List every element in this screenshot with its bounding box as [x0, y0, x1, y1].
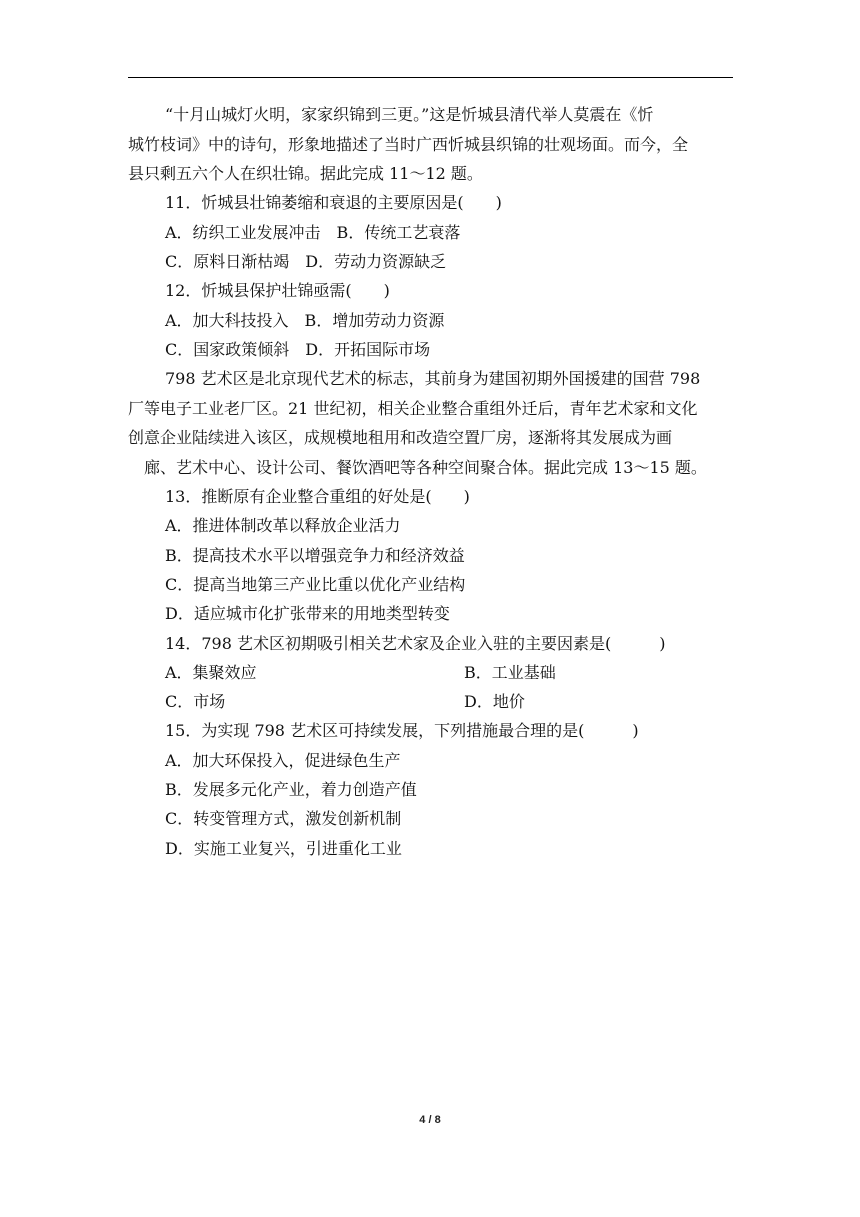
question-14-option-a: A．集聚效应 — [165, 663, 257, 682]
question-15-stem: 15．为实现 798 艺术区可持续发展，下列措施最合理的是( ) — [165, 721, 639, 740]
question-11-options-row-1: A．纺织工业发展冲击 B．传统工艺衰落 — [165, 223, 461, 242]
question-13-stem: 13．推断原有企业整合重组的好处是( ) — [165, 487, 470, 506]
question-12-stem: 12．忻城县保护壮锦亟需( ) — [165, 281, 390, 300]
question-13-option-b: B．提高技术水平以增强竞争力和经济效益 — [165, 546, 465, 565]
question-13-option-d: D．适应城市化扩张带来的用地类型转变 — [165, 604, 450, 623]
question-15-option-d: D．实施工业复兴，引进重化工业 — [165, 839, 402, 858]
passage-1-line-2: 城竹枝词》中的诗句，形象地描述了当时广西忻城县织锦的壮观场面。而今，全 — [128, 135, 689, 154]
passage-2-line-2: 厂等电子工业老厂区。21 世纪初，相关企业整合重组外迁后，青年艺术家和文化 — [128, 399, 698, 418]
passage-2-line-3: 创意企业陆续进入该区，成规模地租用和改造空置厂房，逐渐将其发展成为画 — [128, 428, 673, 447]
question-15-option-c: C．转变管理方式，激发创新机制 — [165, 809, 402, 828]
question-15-option-a: A．加大环保投入，促进绿色生产 — [165, 751, 401, 770]
passage-2-line-4: 廊、艺术中心、设计公司、餐饮酒吧等各种空间聚合体。据此完成 13～15 题。 — [144, 458, 707, 477]
question-13-option-a: A．推进体制改革以释放企业活力 — [165, 516, 401, 535]
question-11-stem: 11．忻城县壮锦萎缩和衰退的主要原因是( ) — [165, 193, 502, 212]
question-12-options-row-2: C．国家政策倾斜 D．开拓国际市场 — [165, 340, 431, 359]
question-13-option-c: C．提高当地第三产业比重以优化产业结构 — [165, 575, 466, 594]
question-14-stem: 14．798 艺术区初期吸引相关艺术家及企业入驻的主要因素是( ) — [165, 634, 666, 653]
header-rule — [128, 77, 733, 78]
page-number: 4 / 8 — [419, 1114, 441, 1126]
passage-1-line-3: 县只剩五六个人在织壮锦。据此完成 11～12 题。 — [128, 164, 483, 183]
question-14-option-d: D．地价 — [464, 692, 525, 711]
question-14-option-b: B．工业基础 — [464, 663, 556, 682]
question-11-options-row-2: C．原料日渐枯竭 D．劳动力资源缺乏 — [165, 252, 447, 271]
question-14-option-c: C．市场 — [165, 692, 226, 711]
passage-2-line-1: 798 艺术区是北京现代艺术的标志，其前身为建国初期外国援建的国营 798 — [165, 369, 701, 388]
question-12-options-row-1: A．加大科技投入 B．增加劳动力资源 — [165, 311, 445, 330]
question-15-option-b: B．发展多元化产业，着力创造产值 — [165, 780, 417, 799]
passage-1-line-1: “十月山城灯火明，家家织锦到三更。”这是忻城县清代举人莫震在《忻 — [165, 105, 654, 124]
